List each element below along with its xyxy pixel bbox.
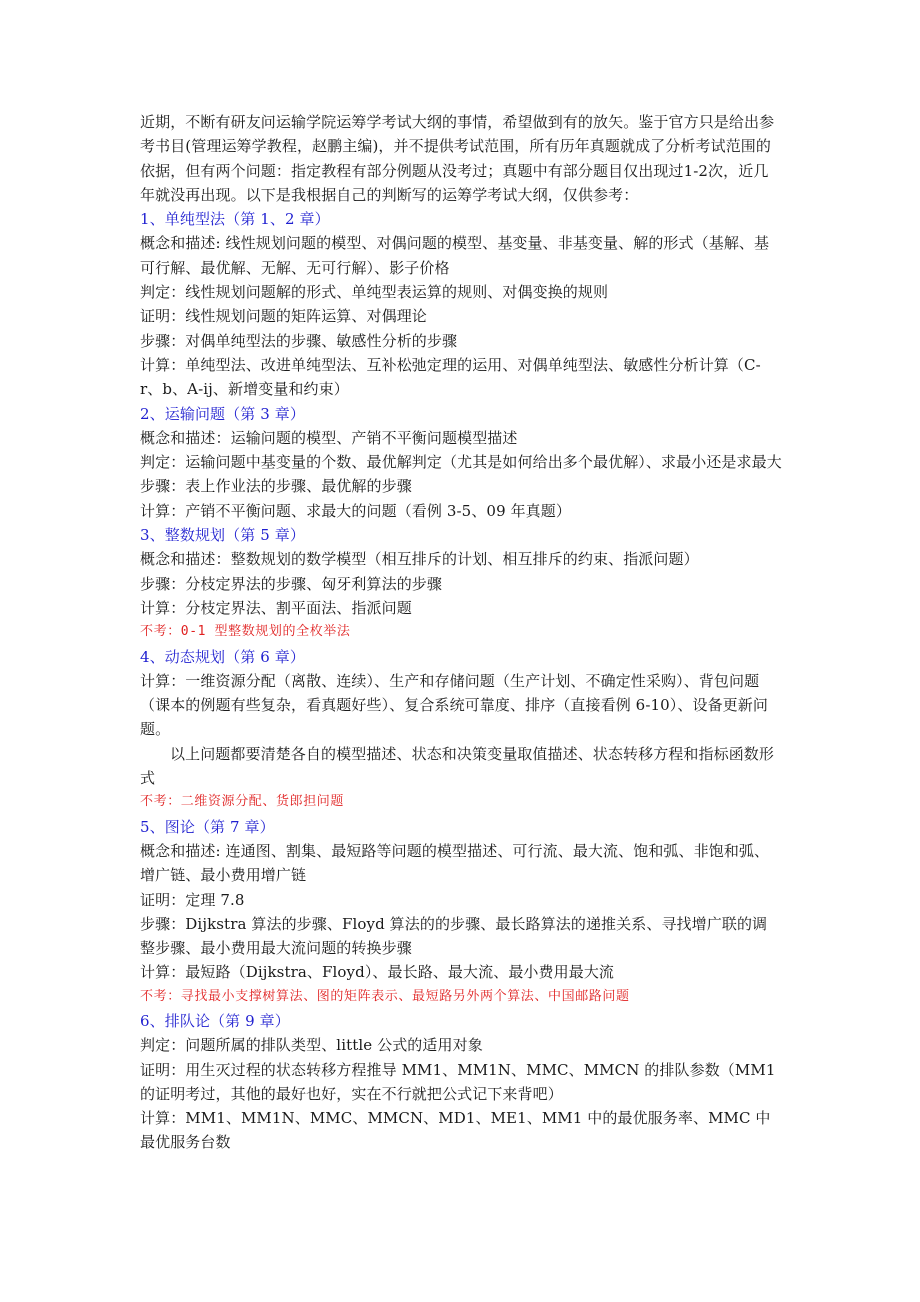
dynamic-calculation: 计算：一维资源分配（离散、连续）、生产和存储问题（生产计划、不确定性采购）、背包问题（课本的例题有些复杂，看真题好些）、复合系统可靠度、排序（直接看例 6-10）、设备更新问题。	[140, 671, 768, 739]
graph-proof: 证明：定理 7.8	[140, 890, 245, 909]
queueing-proof: 证明：用生灭过程的状态转移方程推导 MM1、MM1N、MMC、MMCN 的排队参数（MM1 的证明考过，其他的最好也好，实在不行就把公式记下来背吧）	[140, 1060, 776, 1103]
intro-paragraph: 近期，不断有研友问运输学院运筹学考试大纲的事情，希望做到有的放矢。鉴于官方只是给出参考书目(管理运筹学教程，赵鹏主编)，并不提供考试范围，所有历年真题就成了分析考试范围的依据，但有两个问题：指定教程有部分例题从没考过；真题中有部分题目仅出现过1-2次，近几年就没再出现。以下是我根据自己的判断写的运筹学考试大纲，仅供参考：	[140, 113, 775, 204]
transportation-calculation: 计算：产销不平衡问题、求最大的问题（看例 3-5、09 年真题）	[140, 501, 571, 520]
section-heading-simplex: 1、单纯型法（第 1、2 章）	[140, 210, 330, 229]
graph-steps: 步骤：Dijkstra 算法的步骤、Floyd 算法的的步骤、最长路算法的递推关系、寻找增广联的调整步骤、最小费用最大流问题的转换步骤	[140, 914, 768, 958]
section-heading-queueing-theory: 6、排队论（第 9 章）	[140, 1011, 290, 1030]
queueing-calculation: 计算：MM1、MM1N、MMC、MMCN、MD1、ME1、MM1 中的最优服务率、MMC 中最优服务台数	[140, 1109, 771, 1152]
transportation-concepts: 概念和描述：运输问题的模型、产销不平衡问题模型描述	[140, 428, 518, 447]
simplex-proof: 证明：线性规划问题的矩阵运算、对偶理论	[140, 307, 427, 326]
transportation-judgement: 判定：运输问题中基变量的个数、最优解判定（尤其是如何给出多个最优解）、求最小还是求最大	[140, 453, 782, 472]
section-heading-graph-theory: 5、图论（第 7 章）	[140, 817, 275, 836]
section-heading-integer-programming: 3、整数规划（第 5 章）	[140, 526, 305, 545]
document-body	[140, 110, 782, 1155]
integer-steps: 步骤：分枝定界法的步骤、匈牙利算法的步骤	[140, 574, 443, 593]
simplex-judgement: 判定：线性规划问题解的形式、单纯型表运算的规则、对偶变换的规则	[140, 283, 609, 302]
graph-concepts: 概念和描述: 连通图、割集、最短路等问题的模型描述、可行流、最大流、饱和弧、非饱和弧、增广链、最小费用增广链	[140, 841, 770, 885]
section-heading-dynamic-programming: 4、动态规划（第 6 章）	[140, 647, 305, 666]
dynamic-exclusion: 不考：二维资源分配、货郎担问题	[140, 794, 345, 810]
integer-calculation: 计算：分枝定界法、割平面法、指派问题	[140, 598, 412, 617]
simplex-steps: 步骤：对偶单纯型法的步骤、敏感性分析的步骤	[140, 331, 458, 350]
integer-exclusion: 不考：0-1 型整数规划的全枚举法	[140, 624, 351, 640]
dynamic-note: 以上问题都要清楚各自的模型描述、状态和决策变量取值描述、状态转移方程和指标函数形式	[140, 744, 775, 788]
integer-concepts: 概念和描述：整数规划的数学模型（相互排斥的计划、相互排斥的约束、指派问题）	[140, 550, 699, 569]
queueing-judgement: 判定：问题所属的排队类型、little 公式的适用对象	[140, 1036, 483, 1055]
transportation-steps: 步骤：表上作业法的步骤、最优解的步骤	[140, 477, 412, 496]
graph-calculation: 计算：最短路（Dijkstra、Floyd）、最长路、最大流、最小费用最大流	[140, 963, 615, 982]
simplex-concepts: 概念和描述: 线性规划问题的模型、对偶问题的模型、基变量、非基变量、解的形式（基解、基可行解、最优解、无解、无可行解）、影子价格	[140, 234, 770, 277]
simplex-calculation: 计算：单纯型法、改进单纯型法、互补松弛定理的运用、对偶单纯型法、敏感性分析计算（C-r、b、A-ij、新增变量和约束）	[140, 355, 761, 399]
section-heading-transportation: 2、运输问题（第 3 章）	[140, 404, 305, 423]
graph-exclusion: 不考：寻找最小支撑树算法、图的矩阵表示、最短路另外两个算法、中国邮路问题	[140, 988, 630, 1004]
